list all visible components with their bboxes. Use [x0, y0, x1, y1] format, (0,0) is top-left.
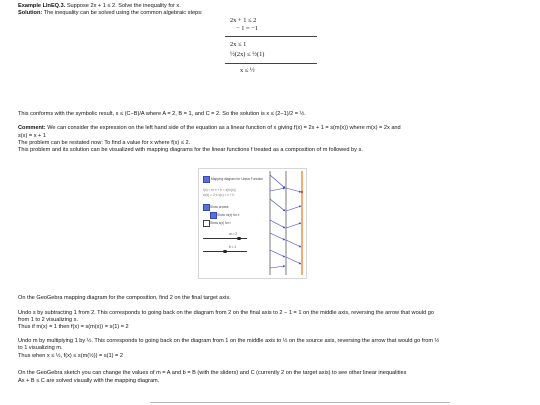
geogebra-paragraph: On the GeoGebra mapping diagram for the composition, find 2 on the final target axis.: [18, 295, 231, 301]
checkbox-show-m-label: Show m(x) for x: [217, 212, 240, 217]
undo-m-line-3: Thus when x ≤ ½, f(x) ≤ s(m(½)) = s(1) = 2: [18, 353, 123, 359]
arrow-m-3: [270, 199, 285, 211]
slider-m-label: m = 2: [229, 232, 238, 236]
arrow-m-4: [270, 220, 285, 228]
undo-s-line-1: Undo s by subtracting 1 from 2. This corresponds to going back on the diagram from 2 on the final axis to 2 − 1 = 1 on the middle axis, reversing the arrow that would go: [18, 310, 434, 316]
comment-line-1: [18, 125, 401, 132]
undo-s-line-2: from 1 to 2 visualizing s.: [18, 317, 79, 323]
checkbox-show-s-label: Show s(x) for t: [210, 220, 231, 225]
undo-m-line-2: to 1 visualizing m.: [18, 345, 63, 351]
solution-label: Solution:: [18, 10, 43, 16]
checkbox-show-s[interactable]: [203, 220, 210, 227]
conforms-paragraph: This conforms with the symbolic result, x ≤ (C−B)/A where A = 2, B = 1, and C = 2. So the solution is x ≤ (2−1)/2 = ½.: [18, 111, 306, 117]
checkbox-show-arrows[interactable]: [203, 204, 210, 211]
solution-intro: [18, 10, 203, 17]
comment-text-1: We can consider the expression on the left hand side of the equation as a linear function of x giving f(x) = 2x + 1 = s(m(x)) where m(x) = 2x and: [47, 125, 401, 131]
slider-m-knob[interactable]: [237, 237, 241, 241]
work-line-1: 2x + 1 ≤ 2: [230, 17, 257, 24]
formula-line-1: f(x) = m·x + b = s(m(x)): [203, 188, 236, 192]
arrow-s-5: [286, 257, 301, 264]
work-line-2: − 1 = −1: [236, 25, 258, 32]
work-divider-2: [225, 63, 317, 64]
formula-line-2: m(x) = 2·x s(x) = x + b: [203, 193, 235, 197]
sketch-line-1: On the GeoGebra sketch you can change the values of m = A and b = B (with the sliders) and C (currently 2 on the target axis) to see other linear inequalities: [18, 370, 407, 376]
problem-statement: Suppose 2x + 1 ≤ 2. Solve the inequality for x.: [66, 3, 181, 9]
arrow-s-3: [286, 223, 301, 228]
sketch-line-2: Ax + B ≤ C are solved visually with the mapping diagram.: [18, 378, 160, 384]
comment-label: Comment:: [18, 125, 46, 131]
comment-line-2: s(x) = x + 1: [18, 133, 46, 139]
checkbox-show-arrows-label: Show arrows: [210, 204, 229, 209]
mapping-diagram: [262, 168, 305, 277]
restated-line: The problem can be restated now: To find a value for x where f(x) ≤ 2.: [18, 140, 191, 146]
arrow-s-4: [286, 240, 301, 247]
arrow-s-2: [286, 206, 301, 211]
footer-divider: [150, 402, 450, 403]
example-label: Example LInEQ.3.: [18, 3, 66, 9]
arrow-m-6: [270, 250, 285, 257]
arrow-m-7: [270, 266, 285, 268]
solution-text: The inequality can be solved using the common algebraic steps:: [43, 10, 203, 16]
slider-b-knob[interactable]: [223, 250, 227, 254]
work-line-3: 2x ≤ 1: [230, 41, 247, 48]
checkbox-mapping-label: Mapping diagram for Linear Function: [211, 176, 264, 181]
slider-b-label: b = 1: [229, 245, 237, 249]
work-line-5: x ≤ ½: [240, 67, 255, 74]
arrow-m-5: [270, 233, 285, 240]
arrow-m-1: [270, 175, 285, 188]
visualized-line: This problem and its solution can be visualized with mapping diagrams for the linear functions f treated as a composition of m followed by s.: [18, 147, 363, 153]
undo-s-line-3: Thus if m(x) = 1 then f(x) = s(m(x)) = s(1) = 2: [18, 324, 129, 330]
target-point-2: [301, 191, 303, 193]
checkbox-show-m[interactable]: [210, 212, 217, 219]
work-divider-1: [225, 36, 317, 37]
arrow-s-1: [286, 188, 301, 192]
undo-m-line-1: Undo m by multiplying 1 by ½. This corresponds to going back on the diagram from 1 on the middle axis to ½ on the source axis, reversing the arrow that would go from ½: [18, 338, 440, 344]
arrow-m-2: [270, 188, 285, 191]
checkbox-mapping-diagram[interactable]: [203, 176, 210, 183]
work-line-4: ½(2x) ≤ ½(1): [230, 51, 265, 58]
